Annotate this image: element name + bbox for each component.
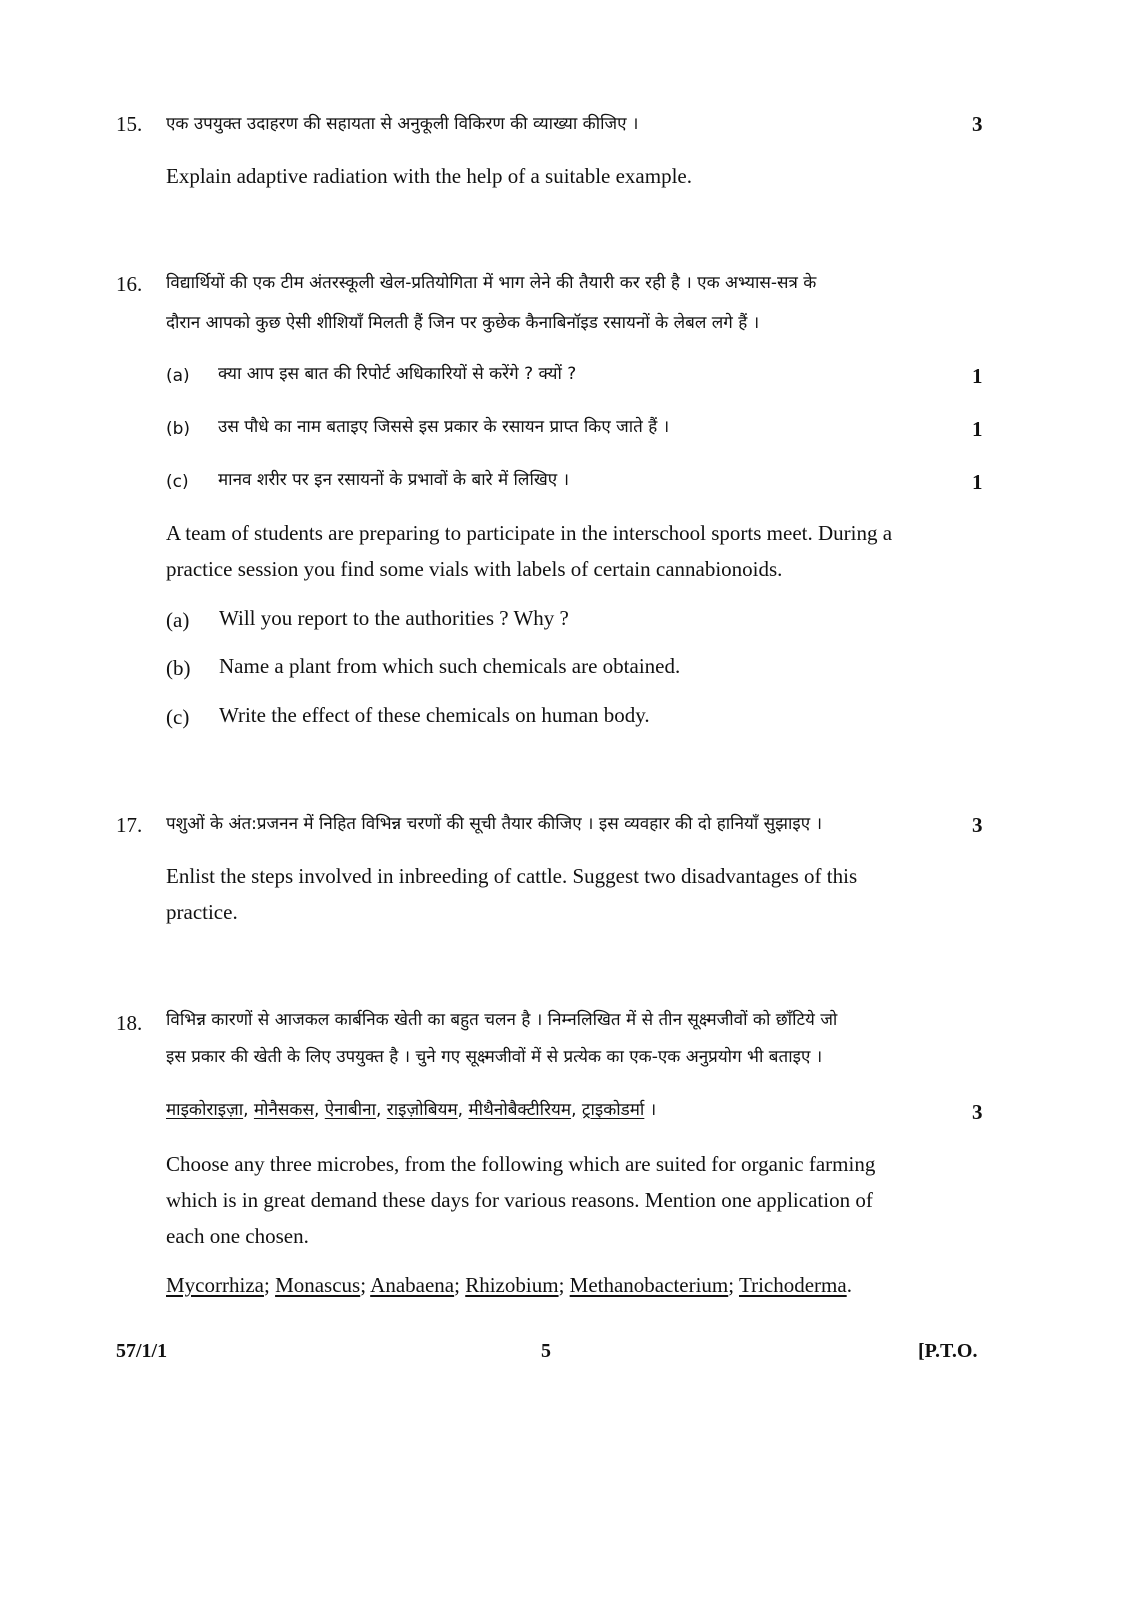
subpart-label: (a): [166, 608, 190, 632]
marks: 1: [972, 417, 983, 441]
separator: ,: [243, 1100, 254, 1120]
question-number: 18.: [116, 1011, 143, 1035]
marks: 3: [972, 813, 983, 837]
subpart-label: (b): [166, 419, 191, 439]
subpart-label: (a): [166, 366, 190, 386]
subpart-text: मानव शरीर पर इन रसायनों के प्रभावों के बारे में लिखिए ।: [218, 470, 570, 490]
separator: ,: [571, 1100, 582, 1120]
microbe-term: Mycorrhiza: [166, 1273, 264, 1297]
microbe-term: ऐनाबीना: [324, 1100, 376, 1120]
question-english-text: practice session you find some vials with labels of certain cannabionoids.: [166, 557, 783, 581]
question-english-text: each one chosen.: [166, 1224, 309, 1248]
question-english-text: practice.: [166, 900, 238, 924]
marks: 3: [972, 112, 983, 136]
marks: 1: [972, 364, 983, 388]
question-english-text: A team of students are preparing to participate in the interschool sports meet. During a: [166, 521, 893, 545]
subpart-text: Write the effect of these chemicals on human body.: [219, 703, 650, 727]
microbe-term: मीथैनोबैक्टीरियम: [468, 1100, 572, 1120]
microbe-term: Rhizobium: [465, 1273, 559, 1297]
separator: ;: [454, 1273, 466, 1297]
separator: ,: [375, 1100, 387, 1120]
question-number: 15.: [116, 112, 143, 136]
subpart-text: क्या आप इस बात की रिपोर्ट अधिकारियों से करेंगे ? क्यों ?: [218, 364, 577, 384]
subpart-text: Will you report to the authorities ? Why ?: [219, 606, 569, 630]
question-hindi-text: पशुओं के अंत:प्रजनन में निहित विभिन्न चरणों की सूची तैयार कीजिए । इस व्यवहार की दो हानियाँ सुझाइए ।: [166, 814, 823, 834]
microbe-term: Methanobacterium: [569, 1273, 729, 1297]
microbe-term: ट्राइकोडर्मा: [581, 1100, 645, 1120]
list-end: .: [846, 1273, 852, 1297]
question-english-text: Choose any three microbes, from the following which are suited for organic farming: [166, 1152, 876, 1176]
microbe-term: Trichoderma: [738, 1273, 847, 1297]
question-hindi-text: इस प्रकार की खेती के लिए उपयुक्त है । चुने गए सूक्ष्मजीवों में से प्रत्येक का एक-एक अनुप्रयोग भी बताइए ।: [166, 1047, 823, 1067]
subpart-label: (c): [166, 472, 189, 492]
separator: ;: [728, 1273, 739, 1297]
microbe-term: Anabaena: [370, 1273, 455, 1297]
pto-label: [P.T.O.: [918, 1340, 978, 1362]
separator: ;: [263, 1273, 276, 1297]
microbe-term: मोनैसकस: [253, 1100, 314, 1120]
question-english-text: Enlist the steps involved in inbreeding of cattle. Suggest two disadvantages of this: [166, 864, 858, 888]
question-hindi-text: विभिन्न कारणों से आजकल कार्बनिक खेती का बहुत चलन है । निम्नलिखित में से तीन सूक्ष्मजीवों को छाँटिये जो: [166, 1010, 838, 1030]
microbe-term: माइकोराइज़ा: [166, 1100, 244, 1120]
microbe-term: राइज़ोबियम: [386, 1100, 458, 1120]
page-number: 5: [541, 1340, 551, 1362]
microbe-term: Monascus: [275, 1273, 361, 1297]
question-number: 17.: [116, 813, 143, 837]
question-number: 16.: [116, 272, 143, 296]
question-english-text: Explain adaptive radiation with the help of a suitable example.: [166, 164, 692, 188]
paper-code: 57/1/1: [116, 1340, 168, 1362]
subpart-text: Name a plant from which such chemicals are obtained.: [219, 654, 681, 678]
separator: ;: [558, 1273, 570, 1297]
separator: ,: [313, 1100, 325, 1120]
subpart-label: (b): [166, 656, 191, 680]
english-microbe-list: [166, 1267, 966, 1303]
question-hindi-text: विद्यार्थियों की एक टीम अंतरस्कूली खेल-प्रतियोगिता में भाग लेने की तैयारी कर रही है । एक अभ्यास-सत्र के: [166, 273, 817, 293]
hindi-microbe-list: [166, 1092, 946, 1128]
list-end: ।: [644, 1100, 657, 1120]
question-hindi-text: दौरान आपको कुछ ऐसी शीशियाँ मिलती हैं जिन पर कुछेक कैनाबिनॉइड रसायनों के लेबल लगे हैं ।: [166, 313, 760, 333]
question-english-text: which is in great demand these days for various reasons. Mention one application of: [166, 1188, 873, 1212]
separator: ,: [457, 1100, 469, 1120]
subpart-label: (c): [166, 705, 190, 729]
marks: 3: [972, 1100, 983, 1124]
separator: ;: [360, 1273, 371, 1297]
question-hindi-text: एक उपयुक्त उदाहरण की सहायता से अनुकूली विकिरण की व्याख्या कीजिए ।: [166, 114, 639, 134]
marks: 1: [972, 470, 983, 494]
subpart-text: उस पौधे का नाम बताइए जिससे इस प्रकार के रसायन प्राप्त किए जाते हैं ।: [218, 417, 670, 437]
